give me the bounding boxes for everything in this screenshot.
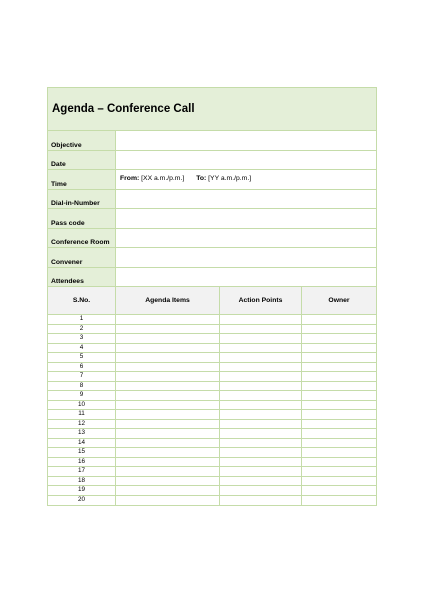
owner-cell[interactable]	[302, 325, 376, 334]
row-number: 19	[48, 486, 116, 495]
action-points-cell[interactable]	[220, 353, 302, 362]
action-points-cell[interactable]	[220, 496, 302, 506]
owner-cell[interactable]	[302, 353, 376, 362]
table-row	[48, 391, 376, 401]
row-number: 10	[48, 401, 116, 410]
action-points-cell[interactable]	[220, 372, 302, 381]
field-value[interactable]	[116, 131, 376, 150]
field-value[interactable]	[116, 229, 376, 248]
action-points-cell[interactable]	[220, 429, 302, 438]
agenda-item-cell[interactable]	[116, 325, 220, 334]
row-number: 3	[48, 334, 116, 343]
field-label: Attendees	[48, 268, 116, 287]
owner-cell[interactable]	[302, 477, 376, 486]
agenda-item-cell[interactable]	[116, 363, 220, 372]
action-points-cell[interactable]	[220, 344, 302, 353]
row-number: 12	[48, 420, 116, 429]
agenda-item-cell[interactable]	[116, 353, 220, 362]
table-row	[48, 372, 376, 382]
agenda-sheet	[47, 87, 377, 506]
agenda-item-cell[interactable]	[116, 420, 220, 429]
owner-cell[interactable]	[302, 334, 376, 343]
action-points-cell[interactable]	[220, 458, 302, 467]
table-row	[48, 382, 376, 392]
row-number: 18	[48, 477, 116, 486]
table-row	[48, 477, 376, 487]
row-number: 8	[48, 382, 116, 391]
table-row	[48, 353, 376, 363]
row-number: 17	[48, 467, 116, 476]
row-number: 9	[48, 391, 116, 400]
field-label: Dial-in-Number	[48, 190, 116, 209]
owner-cell[interactable]	[302, 401, 376, 410]
action-points-cell[interactable]	[220, 420, 302, 429]
owner-cell[interactable]	[302, 439, 376, 448]
info-row-pass-code	[48, 209, 376, 229]
info-row-convener	[48, 248, 376, 268]
owner-cell[interactable]	[302, 344, 376, 353]
title-block	[48, 88, 376, 131]
owner-cell[interactable]	[302, 363, 376, 372]
action-points-cell[interactable]	[220, 325, 302, 334]
info-row-date	[48, 151, 376, 171]
table-row	[48, 439, 376, 449]
action-points-cell[interactable]	[220, 467, 302, 476]
agenda-item-cell[interactable]	[116, 382, 220, 391]
info-row-dial-in-number	[48, 190, 376, 210]
table-row	[48, 410, 376, 420]
agenda-item-cell[interactable]	[116, 486, 220, 495]
owner-cell[interactable]	[302, 382, 376, 391]
header-agenda-items: Agenda Items	[116, 287, 220, 314]
table-row	[48, 344, 376, 354]
agenda-item-cell[interactable]	[116, 391, 220, 400]
header-action-points: Action Points	[220, 287, 302, 314]
table-row	[48, 363, 376, 373]
field-label: Date	[48, 151, 116, 170]
info-row-attendees	[48, 268, 376, 288]
action-points-cell[interactable]	[220, 401, 302, 410]
table-row	[48, 334, 376, 344]
field-value[interactable]	[116, 190, 376, 209]
owner-cell[interactable]	[302, 372, 376, 381]
owner-cell[interactable]	[302, 458, 376, 467]
header-owner: Owner	[328, 297, 350, 304]
table-row	[48, 325, 376, 335]
agenda-item-cell[interactable]	[116, 372, 220, 381]
action-points-cell[interactable]	[220, 477, 302, 486]
field-label: Objective	[48, 131, 116, 150]
agenda-item-cell[interactable]	[116, 344, 220, 353]
row-number: 14	[48, 439, 116, 448]
owner-cell[interactable]	[302, 391, 376, 400]
table-row	[48, 486, 376, 496]
agenda-item-cell[interactable]	[116, 410, 220, 419]
row-number: 4	[48, 344, 116, 353]
row-number: 5	[48, 353, 116, 362]
agenda-item-cell[interactable]	[116, 429, 220, 438]
action-points-cell[interactable]	[220, 382, 302, 391]
action-points-cell[interactable]	[220, 315, 302, 324]
info-section	[48, 131, 376, 287]
agenda-item-cell[interactable]	[116, 439, 220, 448]
row-number: 15	[48, 448, 116, 457]
table-row	[48, 458, 376, 468]
owner-cell[interactable]	[302, 429, 376, 438]
table-row	[48, 429, 376, 439]
time-to-label: To:	[196, 175, 207, 182]
row-number: 11	[48, 410, 116, 419]
table-body	[48, 315, 376, 505]
agenda-item-cell[interactable]	[116, 477, 220, 486]
row-number: 2	[48, 325, 116, 334]
row-number: 7	[48, 372, 116, 381]
field-label: Pass code	[48, 209, 116, 228]
action-points-cell[interactable]	[220, 410, 302, 419]
field-value[interactable]	[116, 209, 376, 228]
owner-cell[interactable]	[302, 448, 376, 457]
time-to-value: [YY a.m./p.m.]	[208, 175, 252, 182]
owner-cell[interactable]	[302, 486, 376, 495]
owner-cell[interactable]	[302, 420, 376, 429]
field-label: Time	[48, 170, 116, 189]
field-label: Conference Room	[48, 229, 116, 248]
table-row	[48, 496, 376, 506]
info-row-conference-room	[48, 229, 376, 249]
table-row	[48, 467, 376, 477]
row-number: 13	[48, 429, 116, 438]
agenda-item-cell[interactable]	[116, 334, 220, 343]
field-label: Convener	[48, 248, 116, 267]
owner-cell[interactable]	[302, 315, 376, 324]
agenda-item-cell[interactable]	[116, 458, 220, 467]
action-points-cell[interactable]	[220, 363, 302, 372]
table-row	[48, 315, 376, 325]
table-row	[48, 448, 376, 458]
row-number: 6	[48, 363, 116, 372]
agenda-item-cell[interactable]	[116, 496, 220, 506]
action-points-cell[interactable]	[220, 439, 302, 448]
action-points-cell[interactable]	[220, 334, 302, 343]
action-points-cell[interactable]	[220, 448, 302, 457]
agenda-item-cell[interactable]	[116, 315, 220, 324]
row-number: 1	[48, 315, 116, 324]
row-number: 20	[48, 496, 116, 506]
agenda-item-cell[interactable]	[116, 448, 220, 457]
owner-cell[interactable]	[302, 410, 376, 419]
header-sno: S.No.	[48, 287, 116, 314]
time-from-label: From:	[120, 175, 140, 182]
owner-cell[interactable]	[302, 467, 376, 476]
action-points-cell[interactable]	[220, 486, 302, 495]
owner-cell[interactable]	[302, 496, 376, 506]
field-value[interactable]	[116, 151, 376, 170]
agenda-item-cell[interactable]	[116, 401, 220, 410]
table-row	[48, 420, 376, 430]
field-value[interactable]	[116, 170, 376, 189]
field-value[interactable]	[116, 248, 376, 267]
agenda-item-cell[interactable]	[116, 467, 220, 476]
page-title: Agenda – Conference Call	[52, 103, 195, 115]
table-row	[48, 401, 376, 411]
action-points-cell[interactable]	[220, 391, 302, 400]
field-value[interactable]	[116, 268, 376, 287]
info-row-objective	[48, 131, 376, 151]
info-row-time	[48, 170, 376, 190]
row-number: 16	[48, 458, 116, 467]
table-header	[48, 287, 376, 315]
time-from-value: [XX a.m./p.m.]	[141, 175, 185, 182]
